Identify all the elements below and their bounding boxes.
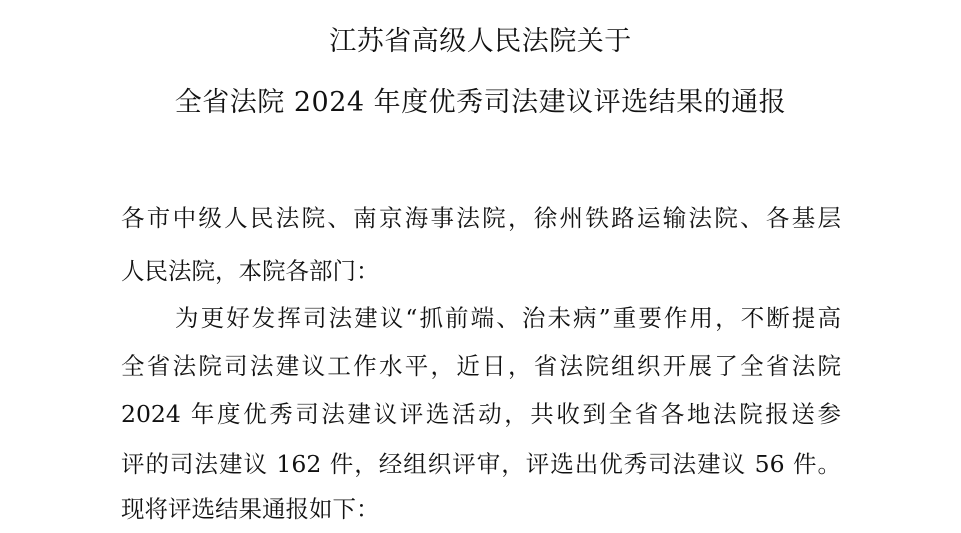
body-line-paragraph-3: 2024 年度优秀司法建议评选活动，共收到全省各地法院报送参 [121,400,841,428]
document-title-line-1: 江苏省高级人民法院关于 [329,26,632,57]
document-title-line-2: 全省法院 2024 年度优秀司法建议评选结果的通报 [174,87,787,118]
body-line-addressee-2: 人民法院，本院各部门： [121,257,380,285]
body-line-paragraph-4: 评的司法建议 162 件，经组织评审，评选出优秀司法建议 56 件。 [121,450,841,478]
body-line-addressee-1: 各市中级人民法院、南京海事法院，徐州铁路运输法院、各基层 [121,204,841,232]
body-line-paragraph-5: 现将评选结果通报如下： [121,495,380,523]
body-line-paragraph-1: 为更好发挥司法建议“抓前端、治未病”重要作用，不断提高 [175,304,841,332]
body-line-paragraph-2: 全省法院司法建议工作水平，近日，省法院组织开展了全省法院 [121,352,841,380]
